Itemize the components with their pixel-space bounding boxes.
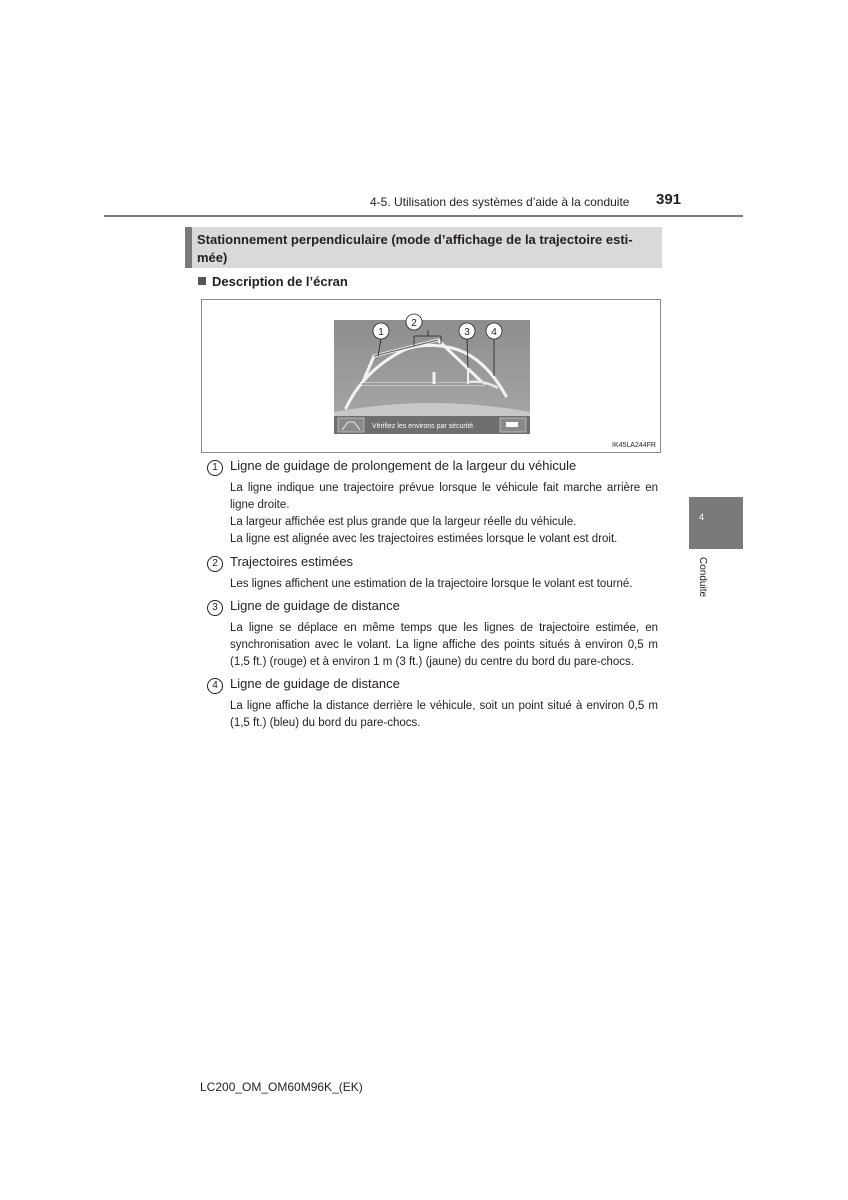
- section-title-line-2: mée): [197, 250, 228, 265]
- item-4-line-1: La ligne affiche la distance derrière le véhicule, soit un point situé à environ 0,5 m (1,5 ft.) (bleu) du bord du pare-chocs.: [230, 700, 658, 729]
- item-1-line-1: La ligne indique une trajectoire prévue lorsque le véhicule fait marche arrière en ligne droite.: [230, 482, 658, 511]
- item-2-heading: [207, 554, 353, 572]
- chapter-tab: [689, 497, 743, 549]
- footer-code: LC200_OM_OM60M96K_(EK): [200, 1080, 363, 1094]
- item-2-title: Trajectoires estimées: [230, 554, 354, 569]
- subheading-text: Description de l’écran: [212, 274, 348, 289]
- screen-message: Vérifiez les environs par sécurité.: [372, 423, 476, 430]
- chapter-tab-label: Conduite: [697, 557, 708, 598]
- camera-screen-illustration: [334, 312, 530, 436]
- section-heading-box: [185, 227, 662, 268]
- section-title: [197, 231, 662, 267]
- header-rule: [104, 215, 743, 217]
- item-1-description: [230, 480, 658, 548]
- item-3-heading: [207, 598, 400, 616]
- item-4-title: Ligne de guidage de distance: [230, 676, 400, 691]
- item-4-description: [230, 698, 658, 732]
- item-2-description: [230, 576, 658, 593]
- callout-4: 4: [491, 327, 497, 338]
- square-bullet-icon: [198, 277, 206, 285]
- callout-2: 2: [411, 318, 417, 329]
- item-3-number: 3: [207, 600, 223, 616]
- subheading: [198, 274, 348, 289]
- callout-3: 3: [464, 327, 470, 338]
- callout-1: 1: [378, 327, 384, 338]
- item-1-line-3: La ligne est alignée avec les trajectoires estimées lorsque le volant est droit.: [230, 533, 618, 545]
- item-4-number: 4: [207, 678, 223, 694]
- item-3-title: Ligne de guidage de distance: [230, 598, 400, 613]
- item-3-description: [230, 620, 658, 671]
- figure-code: IK45LA244FR: [612, 442, 656, 449]
- item-1-title: Ligne de guidage de prolongement de la largeur du véhicule: [230, 458, 577, 473]
- section-title-line-1: Stationnement perpendiculaire (mode d’affichage de la trajectoire esti-: [197, 232, 633, 247]
- item-1-line-2: La largeur affichée est plus grande que la largeur réelle du véhicule.: [230, 516, 577, 528]
- item-4-heading: [207, 676, 400, 694]
- item-1-number: 1: [207, 460, 223, 476]
- item-1-heading: [207, 458, 576, 476]
- page-number: 391: [656, 191, 682, 208]
- item-2-line-1: Les lignes affichent une estimation de la trajectoire lorsque le volant est tourné.: [230, 578, 633, 590]
- item-2-number: 2: [207, 556, 223, 572]
- item-3-line-1: La ligne se déplace en même temps que les lignes de trajectoire estimée, en synchronisation avec le volant. La ligne affiche des points situés à environ 0,5 m (1,5 ft.) (rouge) et à environ 1 m (3 ft.) (jaune) du centre du bord du pare-chocs.: [230, 622, 658, 668]
- header-title: 4-5. Utilisation des systèmes d’aide à la conduite: [370, 195, 630, 209]
- chapter-tab-number: 4: [699, 512, 705, 522]
